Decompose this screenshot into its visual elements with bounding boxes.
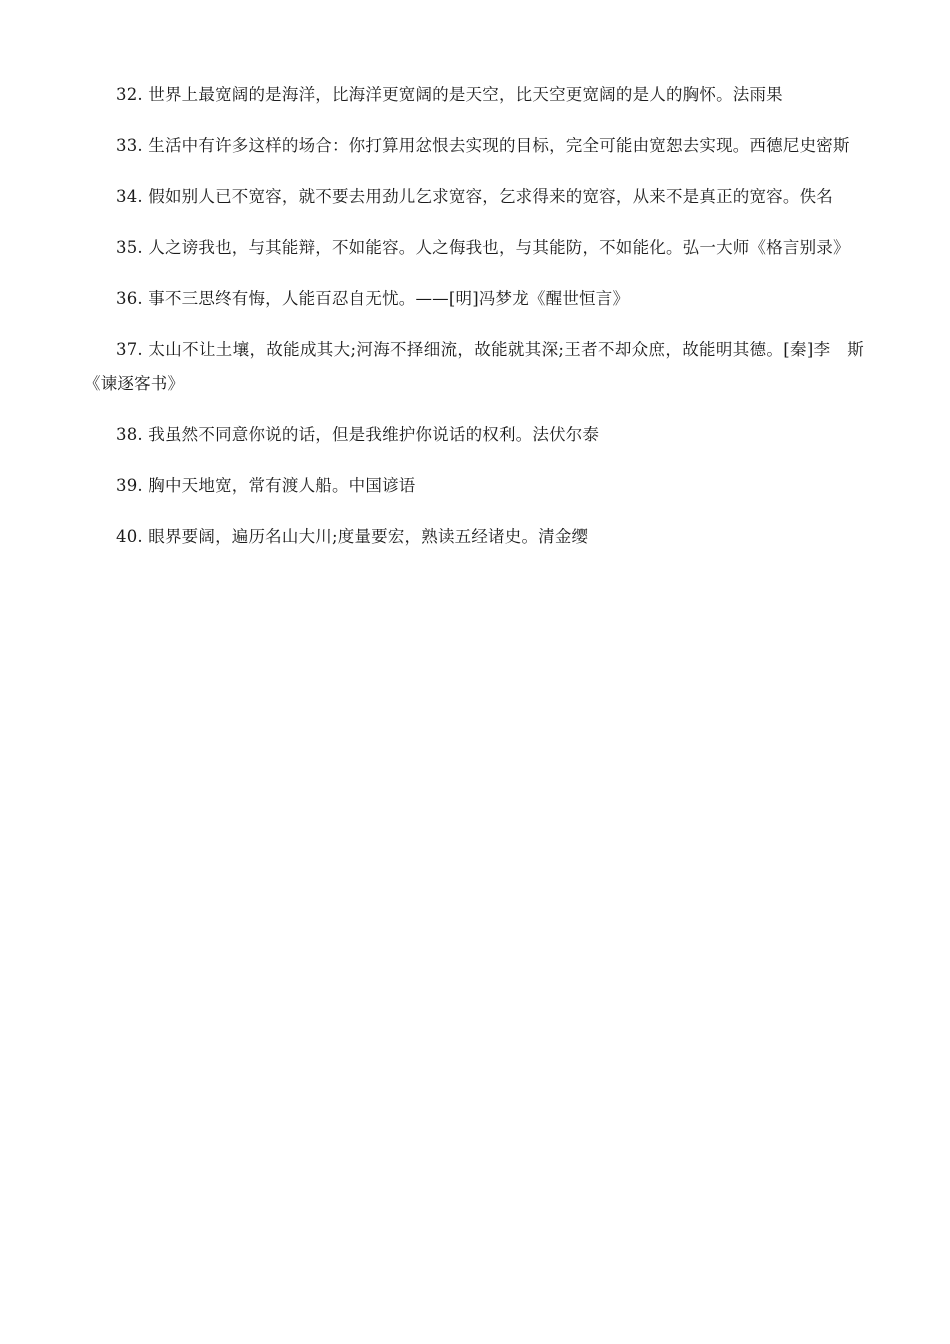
quote-32: 32. 世界上最宽阔的是海洋，比海洋更宽阔的是天空，比天空更宽阔的是人的胸怀。法雨果 <box>116 85 783 104</box>
quote-33: 33. 生活中有许多这样的场合：你打算用忿恨去实现的目标，完全可能由宽恕去实现。西德尼史密斯 <box>116 136 850 155</box>
quote-39: 39. 胸中天地宽，常有渡人船。中国谚语 <box>116 476 416 495</box>
quote-38: 38. 我虽然不同意你说的话，但是我维护你说话的权利。法伏尔泰 <box>116 425 600 444</box>
document-page <box>84 78 864 571</box>
quote-36: 36. 事不三思终有悔，人能百忍自无忧。——[明]冯梦龙《醒世恒言》 <box>116 289 630 308</box>
quote-35: 35. 人之谤我也，与其能辩，不如能容。人之侮我也，与其能防，不如能化。弘一大师《格言别录》 <box>116 238 850 257</box>
quote-40: 40. 眼界要阔，遍历名山大川;度量要宏，熟读五经诸史。清金缨 <box>116 527 589 546</box>
quote-37: 37. 太山不让土壤，故能成其大;河海不择细流，故能就其深;王者不却众庶，故能明其德。[秦]李 斯《谏逐客书》 <box>84 340 864 393</box>
quote-34: 34. 假如别人已不宽容，就不要去用劲儿乞求宽容，乞求得来的宽容，从来不是真正的宽容。佚名 <box>116 187 833 206</box>
